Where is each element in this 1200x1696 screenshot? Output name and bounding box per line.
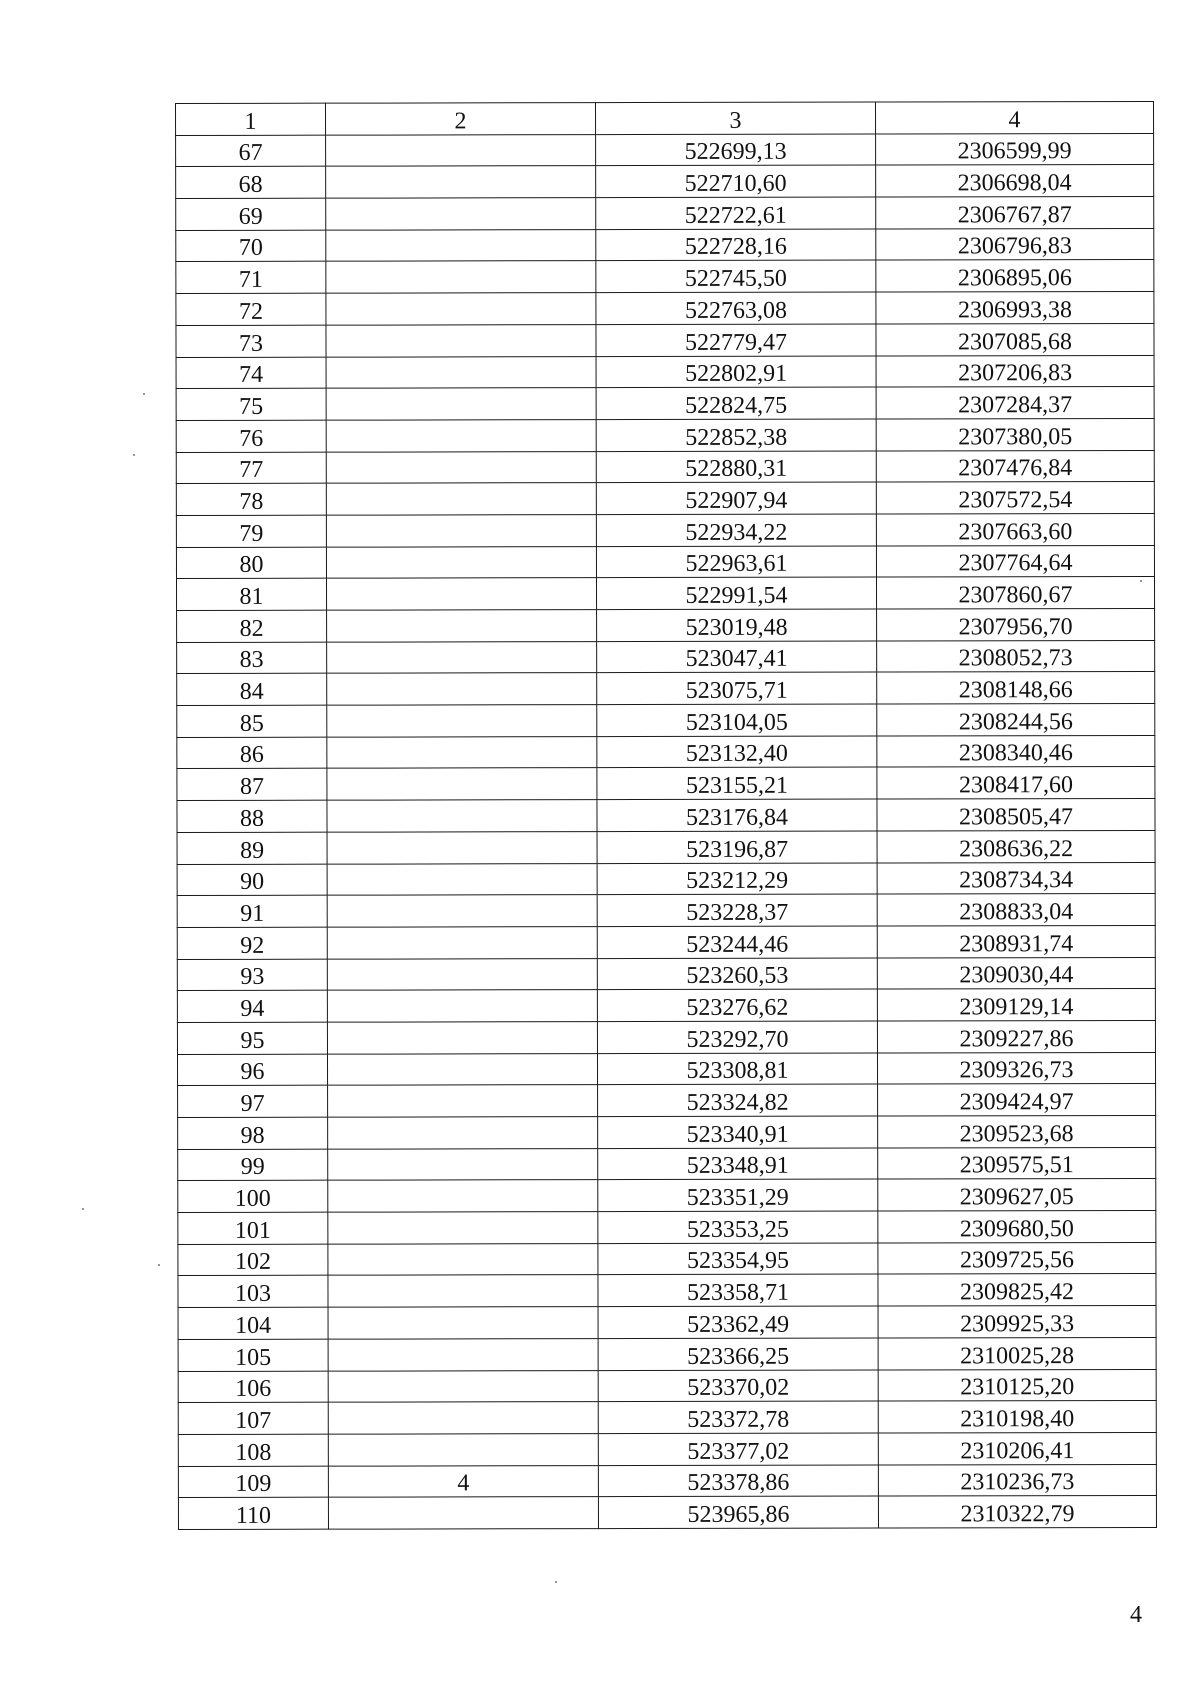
column-2-cell xyxy=(326,229,596,261)
x-coordinate-cell: 523358,71 xyxy=(598,1274,878,1306)
y-coordinate-cell: 2310322,79 xyxy=(878,1496,1156,1528)
table-row xyxy=(178,1401,1156,1435)
column-2-cell xyxy=(328,1180,598,1212)
column-header-1: 1 xyxy=(176,103,326,135)
column-2-cell xyxy=(328,1085,598,1117)
x-coordinate-cell: 523370,02 xyxy=(598,1370,878,1402)
column-2-cell xyxy=(326,546,596,578)
point-number-cell: 75 xyxy=(176,388,326,420)
x-coordinate-cell: 523340,91 xyxy=(598,1116,878,1148)
x-coordinate-cell: 523196,87 xyxy=(597,831,877,863)
y-coordinate-cell: 2306599,99 xyxy=(876,133,1154,165)
y-coordinate-cell: 2309227,86 xyxy=(877,1020,1155,1052)
point-number-cell: 80 xyxy=(176,547,326,579)
x-coordinate-cell: 523228,37 xyxy=(597,894,877,926)
column-header-3: 3 xyxy=(596,102,876,134)
column-2-cell xyxy=(326,166,596,198)
x-coordinate-cell: 523378,86 xyxy=(598,1465,878,1497)
point-number-cell: 100 xyxy=(178,1181,328,1213)
x-coordinate-cell: 523354,95 xyxy=(598,1243,878,1275)
point-number-cell: 93 xyxy=(177,959,327,991)
point-number-cell: 82 xyxy=(177,610,327,642)
column-header-4: 4 xyxy=(875,101,1153,133)
column-2-cell xyxy=(326,419,596,451)
x-coordinate-cell: 522991,54 xyxy=(596,577,876,609)
page-number: 4 xyxy=(1130,1602,1142,1628)
y-coordinate-cell: 2307380,05 xyxy=(876,418,1154,450)
x-coordinate-cell: 523351,29 xyxy=(598,1179,878,1211)
y-coordinate-cell: 2307476,84 xyxy=(876,450,1154,482)
column-2-cell xyxy=(327,958,597,990)
column-2-cell xyxy=(327,800,597,832)
table-row xyxy=(176,482,1154,516)
column-2-cell xyxy=(328,1402,598,1434)
point-number-cell: 73 xyxy=(176,325,326,357)
table-row xyxy=(177,862,1155,896)
table-row xyxy=(177,1020,1155,1054)
table-row xyxy=(178,1115,1156,1149)
point-number-cell: 87 xyxy=(177,769,327,801)
x-coordinate-cell: 522745,50 xyxy=(596,260,876,292)
column-2-cell xyxy=(327,926,597,958)
y-coordinate-cell: 2308505,47 xyxy=(877,799,1155,831)
y-coordinate-cell: 2309627,05 xyxy=(878,1179,1156,1211)
scan-speck xyxy=(555,1581,557,1583)
x-coordinate-cell: 523353,25 xyxy=(598,1211,878,1243)
y-coordinate-cell: 2307572,54 xyxy=(876,482,1154,514)
x-coordinate-cell: 522699,13 xyxy=(596,134,876,166)
column-2-cell xyxy=(327,1022,597,1054)
table-row xyxy=(178,1337,1156,1371)
y-coordinate-cell: 2306993,38 xyxy=(876,292,1154,324)
point-number-cell: 86 xyxy=(177,737,327,769)
table-row xyxy=(178,1211,1156,1245)
column-2-cell xyxy=(328,1433,598,1465)
column-2-cell xyxy=(326,293,596,325)
point-number-cell: 83 xyxy=(177,642,327,674)
x-coordinate-cell: 523308,81 xyxy=(597,1053,877,1085)
point-number-cell: 69 xyxy=(176,198,326,230)
table-row xyxy=(178,1274,1156,1308)
scan-speck xyxy=(158,1264,160,1266)
x-coordinate-cell: 522763,08 xyxy=(596,292,876,324)
point-number-cell: 89 xyxy=(177,832,327,864)
point-number-cell: 110 xyxy=(178,1497,328,1529)
x-coordinate-cell: 523019,48 xyxy=(597,609,877,641)
column-2-cell xyxy=(326,134,596,166)
coordinates-table xyxy=(175,101,1157,1530)
y-coordinate-cell: 2309523,68 xyxy=(878,1115,1156,1147)
x-coordinate-cell: 523260,53 xyxy=(597,958,877,990)
table-row xyxy=(178,1432,1156,1466)
point-number-cell: 68 xyxy=(176,167,326,199)
x-coordinate-cell: 522934,22 xyxy=(596,514,876,546)
x-coordinate-cell: 522963,61 xyxy=(596,546,876,578)
column-2-cell xyxy=(328,1243,598,1275)
table-row xyxy=(176,133,1154,167)
y-coordinate-cell: 2307085,68 xyxy=(876,323,1154,355)
y-coordinate-cell: 2309825,42 xyxy=(878,1274,1156,1306)
table-row xyxy=(176,545,1154,579)
column-2-cell xyxy=(326,356,596,388)
table-row xyxy=(176,228,1154,262)
x-coordinate-cell: 523104,05 xyxy=(597,704,877,736)
y-coordinate-cell: 2307860,67 xyxy=(876,577,1154,609)
point-number-cell: 101 xyxy=(178,1212,328,1244)
table-row xyxy=(178,1242,1156,1276)
point-number-cell: 106 xyxy=(178,1371,328,1403)
header-row xyxy=(176,101,1154,135)
x-coordinate-cell: 522907,94 xyxy=(596,482,876,514)
y-coordinate-cell: 2308833,04 xyxy=(877,894,1155,926)
x-coordinate-cell: 523362,49 xyxy=(598,1306,878,1338)
table-row xyxy=(176,355,1154,389)
point-number-cell: 76 xyxy=(176,420,326,452)
table-row xyxy=(178,1496,1156,1530)
column-2-cell xyxy=(327,673,597,705)
point-number-cell: 84 xyxy=(177,674,327,706)
column-2-cell xyxy=(327,705,597,737)
x-coordinate-cell: 523132,40 xyxy=(597,736,877,768)
column-2-cell xyxy=(326,483,596,515)
column-2-cell xyxy=(328,1370,598,1402)
y-coordinate-cell: 2310125,20 xyxy=(878,1369,1156,1401)
column-2-cell xyxy=(328,1212,598,1244)
table-row xyxy=(177,925,1155,959)
table-row xyxy=(178,1369,1156,1403)
point-number-cell: 67 xyxy=(176,135,326,167)
column-2-cell xyxy=(328,1307,598,1339)
y-coordinate-cell: 2309575,51 xyxy=(878,1147,1156,1179)
column-2-cell xyxy=(326,578,596,610)
y-coordinate-cell: 2309326,73 xyxy=(877,1052,1155,1084)
table-header xyxy=(176,101,1154,135)
y-coordinate-cell: 2309725,56 xyxy=(878,1242,1156,1274)
point-number-cell: 71 xyxy=(176,262,326,294)
table-row xyxy=(176,450,1154,484)
column-2-cell xyxy=(326,324,596,356)
point-number-cell: 70 xyxy=(176,230,326,262)
y-coordinate-cell: 2308931,74 xyxy=(877,925,1155,957)
x-coordinate-cell: 523176,84 xyxy=(597,799,877,831)
point-number-cell: 81 xyxy=(176,578,326,610)
y-coordinate-cell: 2308340,46 xyxy=(877,735,1155,767)
x-coordinate-cell: 523212,29 xyxy=(597,863,877,895)
table-row xyxy=(176,418,1154,452)
column-2-cell xyxy=(327,831,597,863)
y-coordinate-cell: 2310025,28 xyxy=(878,1337,1156,1369)
point-number-cell: 90 xyxy=(177,864,327,896)
scan-speck xyxy=(1140,580,1142,582)
y-coordinate-cell: 2307663,60 xyxy=(876,513,1154,545)
point-number-cell: 77 xyxy=(176,452,326,484)
table-row xyxy=(176,292,1154,326)
point-number-cell: 88 xyxy=(177,800,327,832)
point-number-cell: 108 xyxy=(178,1434,328,1466)
table-row xyxy=(178,1084,1156,1118)
x-coordinate-cell: 523965,86 xyxy=(598,1496,878,1528)
x-coordinate-cell: 523155,21 xyxy=(597,767,877,799)
column-2-cell xyxy=(326,515,596,547)
table-row xyxy=(178,1147,1156,1181)
column-2-cell xyxy=(327,990,597,1022)
table-row xyxy=(177,799,1155,833)
point-number-cell: 104 xyxy=(178,1307,328,1339)
point-number-cell: 72 xyxy=(176,293,326,325)
y-coordinate-cell: 2308734,34 xyxy=(877,862,1155,894)
point-number-cell: 109 xyxy=(178,1466,328,1498)
x-coordinate-cell: 523366,25 xyxy=(598,1338,878,1370)
table-row xyxy=(177,830,1155,864)
x-coordinate-cell: 522880,31 xyxy=(596,451,876,483)
table-row xyxy=(176,260,1154,294)
x-coordinate-cell: 523075,71 xyxy=(597,672,877,704)
y-coordinate-cell: 2308244,56 xyxy=(877,704,1155,736)
table-row xyxy=(177,704,1155,738)
x-coordinate-cell: 523377,02 xyxy=(598,1433,878,1465)
column-2-cell xyxy=(328,1117,598,1149)
table-row xyxy=(178,1306,1156,1340)
table-row xyxy=(176,323,1154,357)
table-row xyxy=(177,767,1155,801)
table-row xyxy=(177,735,1155,769)
y-coordinate-cell: 2308417,60 xyxy=(877,767,1155,799)
x-coordinate-cell: 523244,46 xyxy=(597,926,877,958)
x-coordinate-cell: 523276,62 xyxy=(597,989,877,1021)
scan-speck xyxy=(133,454,135,456)
table-row xyxy=(177,957,1155,991)
point-number-cell: 95 xyxy=(177,1022,327,1054)
point-number-cell: 98 xyxy=(178,1117,328,1149)
point-number-cell: 78 xyxy=(176,483,326,515)
table-row xyxy=(176,577,1154,611)
y-coordinate-cell: 2307764,64 xyxy=(876,545,1154,577)
y-coordinate-cell: 2308052,73 xyxy=(877,640,1155,672)
table-row xyxy=(177,894,1155,928)
column-2-cell xyxy=(327,1053,597,1085)
point-number-cell: 91 xyxy=(177,895,327,927)
point-number-cell: 102 xyxy=(178,1244,328,1276)
y-coordinate-cell: 2307956,70 xyxy=(877,608,1155,640)
table-row xyxy=(178,1179,1156,1213)
column-2-cell xyxy=(326,451,596,483)
column-2-cell xyxy=(327,641,597,673)
x-coordinate-cell: 523047,41 xyxy=(597,641,877,673)
column-2-cell xyxy=(327,610,597,642)
column-2-cell xyxy=(328,1148,598,1180)
x-coordinate-cell: 522722,61 xyxy=(596,197,876,229)
x-coordinate-cell: 522779,47 xyxy=(596,324,876,356)
column-2-cell xyxy=(327,768,597,800)
point-number-cell: 105 xyxy=(178,1339,328,1371)
point-number-cell: 94 xyxy=(177,990,327,1022)
point-number-cell: 103 xyxy=(178,1276,328,1308)
x-coordinate-cell: 522710,60 xyxy=(596,165,876,197)
x-coordinate-cell: 523348,91 xyxy=(598,1148,878,1180)
y-coordinate-cell: 2310198,40 xyxy=(878,1401,1156,1433)
y-coordinate-cell: 2307284,37 xyxy=(876,387,1154,419)
y-coordinate-cell: 2309424,97 xyxy=(878,1084,1156,1116)
table-row xyxy=(176,197,1154,231)
column-2-cell xyxy=(327,863,597,895)
table-row xyxy=(177,608,1155,642)
table-body xyxy=(176,133,1157,1529)
y-coordinate-cell: 2310236,73 xyxy=(878,1464,1156,1496)
table-row xyxy=(177,672,1155,706)
y-coordinate-cell: 2309129,14 xyxy=(877,989,1155,1021)
table-row xyxy=(177,640,1155,674)
column-2-cell xyxy=(328,1275,598,1307)
y-coordinate-cell: 2308636,22 xyxy=(877,830,1155,862)
x-coordinate-cell: 523372,78 xyxy=(598,1401,878,1433)
y-coordinate-cell: 2306895,06 xyxy=(876,260,1154,292)
x-coordinate-cell: 522824,75 xyxy=(596,387,876,419)
table-row xyxy=(177,1052,1155,1086)
column-2-cell xyxy=(327,895,597,927)
column-header-2: 2 xyxy=(326,103,596,135)
point-number-cell: 92 xyxy=(177,927,327,959)
column-2-cell xyxy=(328,1497,598,1529)
point-number-cell: 99 xyxy=(178,1149,328,1181)
y-coordinate-cell: 2309925,33 xyxy=(878,1306,1156,1338)
scan-speck xyxy=(143,393,145,395)
column-2-cell: 4 xyxy=(328,1465,598,1497)
table-row xyxy=(176,513,1154,547)
table-row xyxy=(176,165,1154,199)
table-row xyxy=(177,989,1155,1023)
column-2-cell xyxy=(326,388,596,420)
y-coordinate-cell: 2306698,04 xyxy=(876,165,1154,197)
scan-speck xyxy=(82,1208,84,1210)
table-row xyxy=(176,387,1154,421)
column-2-cell xyxy=(326,198,596,230)
column-2-cell xyxy=(327,736,597,768)
y-coordinate-cell: 2308148,66 xyxy=(877,672,1155,704)
table-row xyxy=(178,1464,1156,1498)
column-2-cell xyxy=(326,261,596,293)
point-number-cell: 74 xyxy=(176,357,326,389)
y-coordinate-cell: 2309680,50 xyxy=(878,1211,1156,1243)
point-number-cell: 96 xyxy=(177,1054,327,1086)
column-2-cell xyxy=(328,1338,598,1370)
point-number-cell: 107 xyxy=(178,1402,328,1434)
y-coordinate-cell: 2309030,44 xyxy=(877,957,1155,989)
y-coordinate-cell: 2307206,83 xyxy=(876,355,1154,387)
x-coordinate-cell: 523324,82 xyxy=(598,1084,878,1116)
point-number-cell: 97 xyxy=(178,1085,328,1117)
x-coordinate-cell: 522728,16 xyxy=(596,229,876,261)
x-coordinate-cell: 522802,91 xyxy=(596,356,876,388)
y-coordinate-cell: 2306796,83 xyxy=(876,228,1154,260)
y-coordinate-cell: 2306767,87 xyxy=(876,197,1154,229)
y-coordinate-cell: 2310206,41 xyxy=(878,1432,1156,1464)
point-number-cell: 85 xyxy=(177,705,327,737)
x-coordinate-cell: 523292,70 xyxy=(597,1021,877,1053)
x-coordinate-cell: 522852,38 xyxy=(596,419,876,451)
point-number-cell: 79 xyxy=(176,515,326,547)
